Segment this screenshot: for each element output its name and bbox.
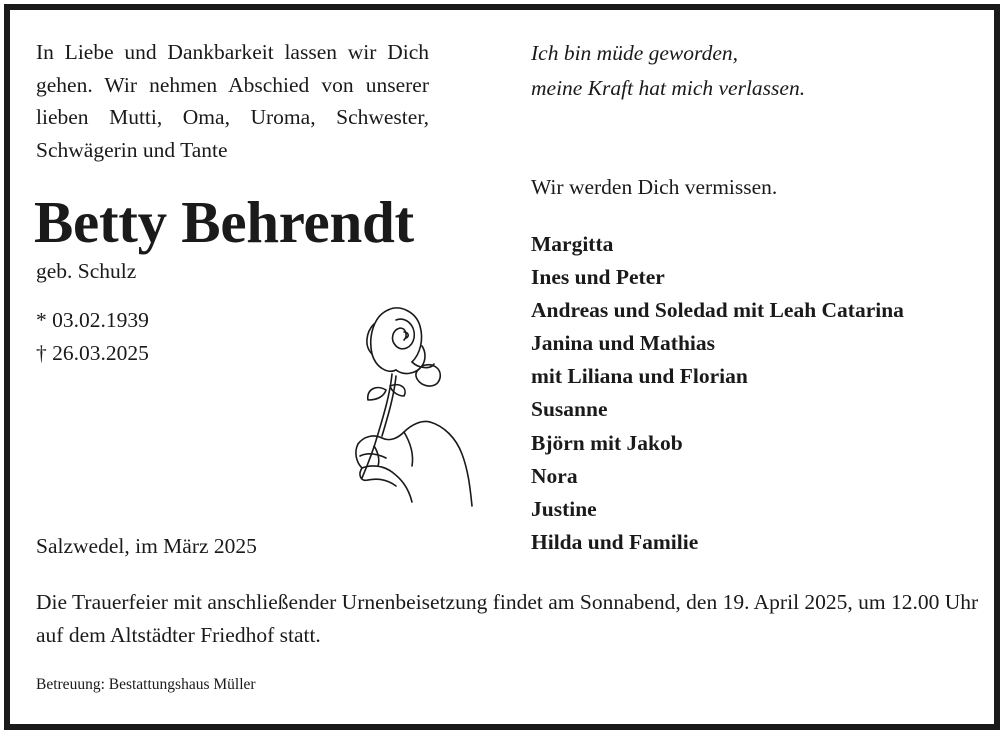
mourner-entry: Hilda und Familie — [531, 529, 699, 554]
quote-line: meine Kraft hat mich verlassen. — [531, 75, 806, 100]
memorial-quote — [531, 36, 805, 105]
mourner-entry: Margitta — [531, 232, 614, 256]
mourner-entry: Susanne — [531, 397, 608, 422]
intro-text: In Liebe und Dankbarkeit lassen wir Dich gehen. Wir nehmen Abschied von unserer lieben Mutti, Oma, Uroma, Schwester, Schwägerin und Tante — [36, 40, 429, 162]
mourner-entry: Janina und Mathias — [531, 331, 716, 356]
obituary-frame — [4, 4, 1000, 730]
birth-date: * 03.02.1939 — [36, 308, 149, 332]
mourner-entry: mit Liliana und Florian — [531, 364, 748, 389]
deceased-name: Betty Behrendt — [34, 189, 414, 255]
place-and-date: Salzwedel, im März 2025 — [36, 534, 257, 558]
life-dates — [36, 304, 149, 369]
quote-line: Ich bin müde geworden, — [531, 41, 738, 65]
mourner-entry: Andreas und Soledad mit Leah Catarina — [531, 298, 904, 323]
miss-you-line: Wir werden Dich vermissen. — [531, 175, 778, 199]
rose-in-hand-illustration — [334, 296, 484, 510]
mourner-entry: Björn mit Jakob — [531, 430, 683, 455]
mourner-entry: Ines und Peter — [531, 265, 665, 290]
ceremony-notice: Die Trauerfeier mit anschließender Urnenbeisetzung findet am Sonnabend, den 19. April 2025, um 12.00 Uhr auf dem Altstädter Friedhof statt. — [36, 590, 979, 647]
mourner-entry: Nora — [531, 463, 578, 488]
maiden-name: geb. Schulz — [36, 259, 137, 283]
death-date: † 26.03.2025 — [36, 340, 149, 365]
mourner-entry: Justine — [531, 496, 597, 521]
funeral-home-credit: Betreuung: Bestattungshaus Müller — [36, 676, 256, 693]
mourners-list — [531, 228, 904, 559]
